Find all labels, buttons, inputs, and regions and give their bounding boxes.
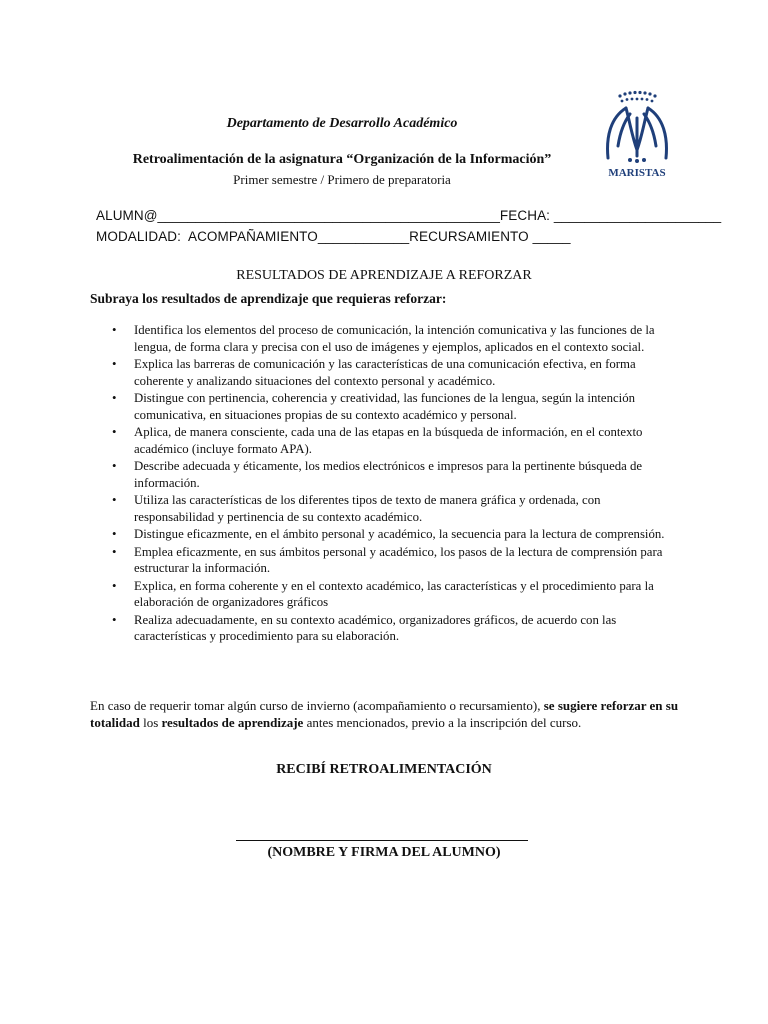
closing-emphasis: resultados de aprendizaje	[161, 715, 304, 730]
student-date-field-line: ALUMN@_____________________________________________FECHA: ______________________	[96, 208, 722, 223]
bullet-icon: •	[112, 323, 117, 337]
outcome-text: Realiza adecuadamente, en su contexto académico, organizadores gráficos, de acuerdo con las características y procedimiento para su elaboración.	[134, 612, 617, 643]
logo-text: MARISTAS	[608, 167, 666, 179]
outcome-text: Explica las barreras de comunicación y las características de una comunicación efectiva, en forma coherente y analizando situaciones del contexto personal y académico.	[134, 357, 636, 388]
modality-field-line: MODALIDAD: ACOMPAÑAMIENTO____________RECURSAMIENTO _____	[96, 229, 571, 244]
outcome-text: Emplea eficazmente, en sus ámbitos personal y académico, los pasos de la lectura de comprensión para estructurar la información.	[134, 544, 663, 575]
document-title: Retroalimentación de la asignatura “Organización de la Información”	[132, 152, 552, 167]
bullet-icon: •	[112, 527, 117, 541]
closing-text: antes mencionados, previo a la inscripción del curso.	[303, 715, 582, 730]
received-feedback-heading: RECIBÍ RETROALIMENTACIÓN	[276, 762, 492, 777]
bullet-icon: •	[112, 459, 117, 473]
bullet-icon: •	[112, 425, 117, 439]
list-item	[112, 322, 682, 355]
department-name: Departamento de Desarrollo Académico	[226, 116, 458, 131]
bullet-icon: •	[112, 391, 117, 405]
signature-line	[236, 840, 528, 841]
list-item	[112, 458, 682, 491]
list-item	[112, 356, 682, 389]
bullet-icon: •	[112, 493, 117, 507]
list-item	[112, 612, 682, 645]
closing-paragraph	[90, 697, 686, 731]
outcome-text: Distingue eficazmente, en el ámbito personal y académico, la secuencia para la lectura de comprensión.	[134, 527, 665, 541]
outcome-text: Describe adecuada y éticamente, los medios electrónicos e impresos para la pertinente búsqueda de información.	[134, 459, 643, 490]
document-subtitle: Primer semestre / Primero de preparatoria	[233, 172, 451, 187]
closing-text: los	[139, 715, 162, 730]
results-heading: RESULTADOS DE APRENDIZAJE A REFORZAR	[236, 268, 532, 283]
list-item	[112, 390, 682, 423]
logo-drops	[628, 158, 646, 163]
list-item	[112, 578, 682, 611]
results-instruction: Subraya los resultados de aprendizaje que requieras reforzar:	[90, 291, 447, 306]
list-item	[112, 424, 682, 457]
outcome-text: Identifica los elementos del proceso de comunicación, la intención comunicativa y las funciones de la lengua, de forma clara y precisa con el uso de imágenes y ejemplos, aplicados en el contexto social.	[134, 323, 655, 354]
logo-crown-dots	[618, 91, 656, 103]
outcome-text: Distingue con pertinencia, coherencia y creatividad, las funciones de la lengua, según la intención comunicativa, en situaciones propias de su contexto académico y personal.	[134, 391, 636, 422]
outcome-text: Explica, en forma coherente y en el contexto académico, las características y el procedimiento para la elaboración de organizadores gráficos	[134, 578, 654, 609]
maristas-logo	[596, 88, 678, 180]
list-item	[112, 526, 682, 543]
list-item	[112, 492, 682, 525]
bullet-icon: •	[112, 357, 117, 371]
bullet-icon: •	[112, 544, 117, 559]
signature-label: (NOMBRE Y FIRMA DEL ALUMNO)	[267, 845, 501, 860]
list-item	[112, 544, 682, 577]
closing-text: En caso de requerir tomar algún curso de invierno (acompañamiento o recursamiento),	[90, 698, 544, 713]
outcome-text: Aplica, de manera consciente, cada una de las etapas en la búsqueda de información, en el contexto académico (incluye formato APA).	[134, 425, 643, 456]
learning-outcomes-list	[112, 322, 682, 646]
bullet-icon: •	[112, 578, 117, 593]
logo-monogram	[608, 108, 667, 158]
closing-emphasis: se sugiere reforzar en su totalidad	[90, 698, 679, 730]
outcome-text: Utiliza las características de los diferentes tipos de texto de manera gráfica y ordenada, con responsabilidad y pertinencia de su contexto académico.	[134, 493, 601, 524]
bullet-icon: •	[112, 612, 117, 627]
